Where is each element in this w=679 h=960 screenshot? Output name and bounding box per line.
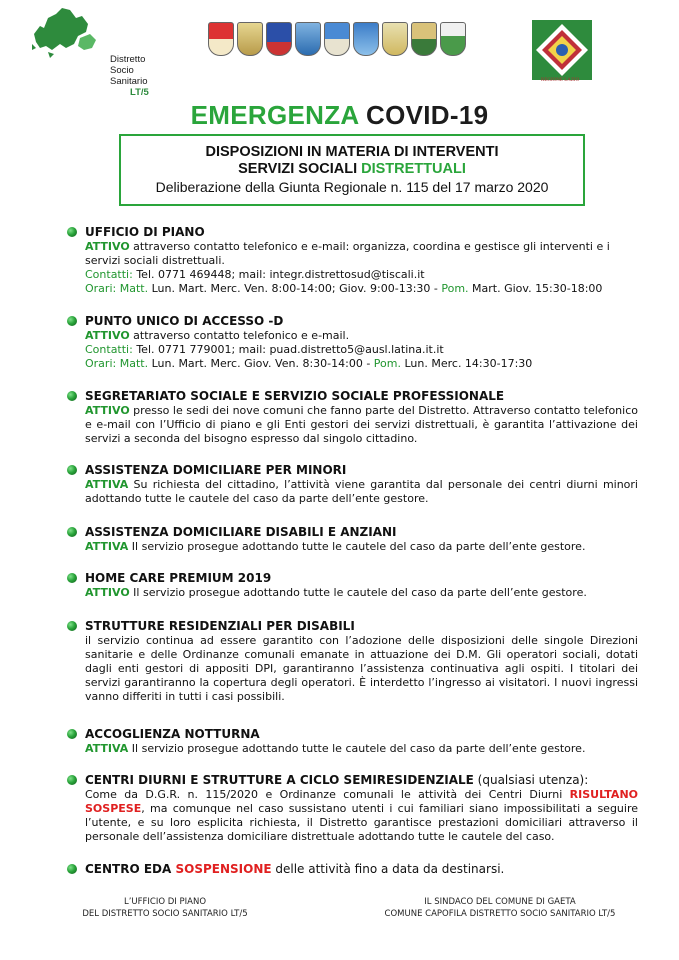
region-label: REGIONE LAZIO bbox=[541, 78, 580, 83]
section-body: ATTIVA Il servizio prosegue adottando tutte le cautele del caso da parte dell’ente gestore. bbox=[85, 540, 586, 553]
section-heading: ASSISTENZA DOMICILIARE PER MINORI bbox=[85, 463, 347, 477]
crest-icon bbox=[324, 22, 350, 56]
section-heading: CENTRO EDA SOSPENSIONE delle attività fino a data da destinarsi. bbox=[85, 862, 505, 876]
section-body: ATTIVA Il servizio prosegue adottando tutte le cautele del caso da parte dell’ente gestore. bbox=[85, 742, 586, 755]
crest-icon bbox=[440, 22, 466, 56]
bullet-icon bbox=[67, 391, 77, 401]
bullet-icon bbox=[67, 465, 77, 475]
section-ufficio-di-piano bbox=[70, 225, 638, 296]
deliberation-line: Deliberazione della Giunta Regionale n. 115 del 17 marzo 2020 bbox=[155, 179, 549, 195]
section-centro-eda bbox=[70, 862, 638, 877]
page-title: EMERGENZA COVID-19 bbox=[190, 100, 489, 130]
section-body: Come da D.G.R. n. 115/2020 e Ordinanze comunali le attività dei Centri Diurni RISULTANO SOSPESE, ma comunque nel caso sussistano utenti i cui familiari siano impossibilitati a seguire l’utente, e su loro esplicita richiesta, il Distretto garantisce prestazioni domiciliari attraverso il personale dell’assistenza domiciliare distrettuale adottando tutte le cautele del caso. bbox=[85, 788, 638, 843]
section-heading: STRUTTURE RESIDENZIALI PER DISABILI bbox=[85, 619, 355, 633]
footer-right-signature: IL SINDACO DEL COMUNE DI GAETA COMUNE CAPOFILA DISTRETTO SOCIO SANITARIO LT/5 bbox=[384, 897, 616, 919]
section-assistenza-disabili-anziani bbox=[70, 525, 638, 554]
district-logo bbox=[30, 4, 170, 98]
section-heading: UFFICIO DI PIANO bbox=[85, 225, 205, 239]
section-strutture-residenziali bbox=[70, 619, 638, 704]
bullet-icon bbox=[67, 573, 77, 583]
section-heading: SEGRETARIATO SOCIALE E SERVIZIO SOCIALE PROFESSIONALE bbox=[85, 389, 505, 403]
subtitle-line2: SERVIZI SOCIALI DISTRETTUALI bbox=[238, 161, 466, 177]
section-segretariato-sociale bbox=[70, 389, 638, 446]
bullet-icon bbox=[67, 775, 77, 785]
subtitle-line1: DISPOSIZIONI IN MATERIA DI INTERVENTI bbox=[205, 144, 499, 160]
section-heading: ACCOGLIENZA NOTTURNA bbox=[85, 727, 260, 741]
section-body: ATTIVO Il servizio prosegue adottando tutte le cautele del caso da parte dell’ente gestore. bbox=[85, 586, 587, 599]
section-home-care-premium bbox=[70, 571, 638, 600]
crest-icon bbox=[411, 22, 437, 56]
section-accoglienza-notturna bbox=[70, 727, 638, 756]
bullet-icon bbox=[67, 227, 77, 237]
crest-icon bbox=[266, 22, 292, 56]
bullet-icon bbox=[67, 864, 77, 874]
footer-left-signature: L’UFFICIO DI PIANO DEL DISTRETTO SOCIO SANITARIO LT/5 bbox=[82, 897, 248, 919]
section-heading: CENTRI DIURNI E STRUTTURE A CICLO SEMIRESIDENZIALE (qualsiasi utenza): bbox=[85, 773, 589, 787]
bullet-icon bbox=[67, 729, 77, 739]
section-body: ATTIVO attraverso contatto telefonico e e-mail. Contatti: Tel. 0771 779001; mail: puad.distretto5@ausl.latina.it.it Orari: Matt. Lun. Mart. Merc. Giov. Ven. 8:30-14:00 - Pom. Lun. Merc. 14:30-17:30 bbox=[85, 329, 533, 370]
region-emblem-icon bbox=[532, 20, 592, 80]
crest-icon bbox=[382, 22, 408, 56]
section-heading: PUNTO UNICO DI ACCESSO -D bbox=[85, 314, 284, 328]
crest-icon bbox=[237, 22, 263, 56]
crest-icon bbox=[353, 22, 379, 56]
section-assistenza-minori bbox=[70, 463, 638, 506]
section-body: ATTIVO attraverso contatto telefonico e e-mail: organizza, coordina e gestisce gli interventi e i servizi sociali distrettuali. Contatti: Tel. 0771 469448; mail: integr.distrettosud@tiscali.it Orari: Matt. Lun. Mart. Merc. Ven. 8:00-14:00; Giov. 9:00-13:30 - Pom. Mart. Giov. 15:30-18:00 bbox=[85, 240, 610, 295]
district-map-icon bbox=[30, 4, 110, 64]
section-body: ATTIVO presso le sedi dei nove comuni che fanno parte del Distretto. Attraverso contatto telefonico e e-mail con l’Ufficio di piano e gli Enti gestori dei servizi distrettuali, è garantita l’attivazione dei servizi a seconda del bisogno espresso dal singolo cittadino. bbox=[85, 404, 638, 445]
bullet-icon bbox=[67, 527, 77, 537]
municipality-crests bbox=[208, 22, 466, 62]
region-lazio-logo bbox=[532, 20, 592, 80]
bullet-icon bbox=[67, 316, 77, 326]
section-body: ATTIVA Su richiesta del cittadino, l’attività viene garantita dal personale dei centri diurni minori adottando tutte le cautele del caso da parte dell’ente gestore. bbox=[85, 478, 638, 505]
section-heading: HOME CARE PREMIUM 2019 bbox=[85, 571, 272, 585]
section-body: il servizio continua ad essere garantito con l’adozione delle disposizioni delle singole Direzioni sanitarie e delle Ordinanze comunali emanate in attuazione dei D.M. Gli operatori sociali, dotati dagli enti gestori di appositi DPI, garantiranno l’assistenza continuativa agli ospiti. I titolari dei servizi garantiranno la copertura degli operatori. È interdetto l’ingresso ai visitatori. I nuovi ingressi vanno differiti in tutti i casi possibili. bbox=[85, 634, 638, 703]
district-name: Distretto Socio Sanitario LT/5 bbox=[110, 54, 149, 98]
section-heading: ASSISTENZA DOMICILIARE DISABILI E ANZIANI bbox=[85, 525, 397, 539]
crest-icon bbox=[295, 22, 321, 56]
subtitle-box bbox=[119, 134, 585, 206]
crest-icon bbox=[208, 22, 234, 56]
section-centri-diurni bbox=[70, 773, 638, 844]
section-punto-unico-accesso bbox=[70, 314, 638, 371]
bullet-icon bbox=[67, 621, 77, 631]
